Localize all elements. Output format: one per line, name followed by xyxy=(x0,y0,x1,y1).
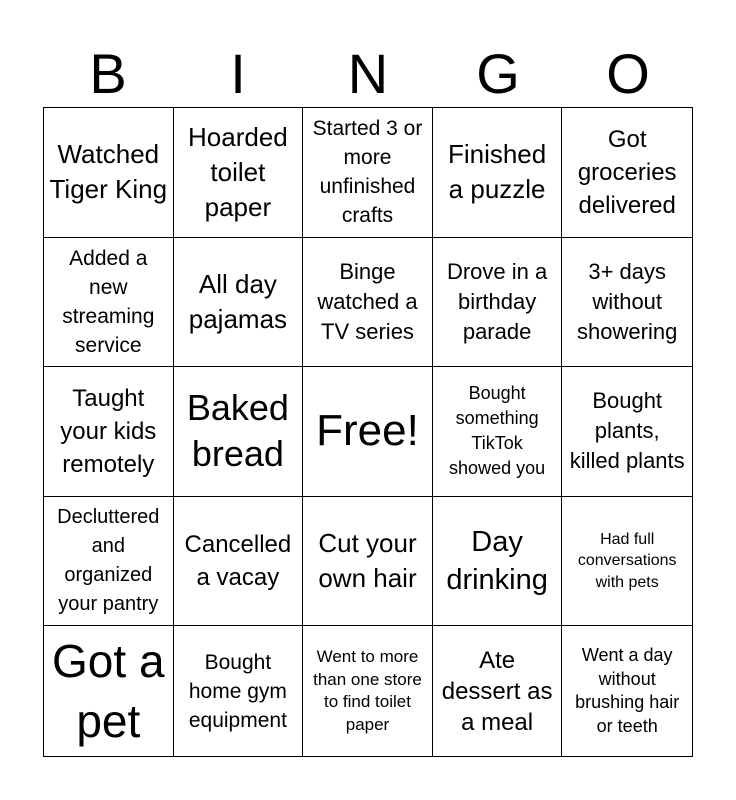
bingo-cell[interactable] xyxy=(433,626,563,756)
bingo-cell[interactable] xyxy=(562,497,692,627)
free-space-label: Free! xyxy=(316,406,419,456)
bingo-cell[interactable] xyxy=(44,497,174,627)
bingo-cell-label: Cut your own hair xyxy=(318,528,417,594)
bingo-cell[interactable] xyxy=(44,238,174,368)
bingo-cell-label: Ate dessert as a meal xyxy=(441,646,553,736)
bingo-cell[interactable] xyxy=(433,108,563,238)
bingo-cell-label: Got groceries delivered xyxy=(577,125,677,219)
bingo-cell-label: Bought plants, killed plants xyxy=(569,388,685,474)
bingo-cell[interactable] xyxy=(44,108,174,238)
bingo-cell[interactable] xyxy=(174,497,304,627)
bingo-cell-label: 3+ days without showering xyxy=(577,258,678,344)
bingo-cell[interactable] xyxy=(44,626,174,756)
header-letter-n: N xyxy=(347,42,389,105)
bingo-cell[interactable] xyxy=(303,238,433,368)
bingo-cell-label: Cancelled a vacay xyxy=(184,531,292,592)
bingo-cell-label: All day pajamas xyxy=(188,268,288,334)
bingo-cell[interactable] xyxy=(303,108,433,238)
bingo-cell-label: Added a new streaming service xyxy=(62,246,155,357)
header-letter-i: I xyxy=(230,42,246,105)
bingo-cell[interactable] xyxy=(303,626,433,756)
bingo-cell[interactable] xyxy=(174,108,304,238)
bingo-cell-label: Baked bread xyxy=(186,387,289,475)
bingo-header xyxy=(43,40,693,108)
bingo-cell[interactable] xyxy=(174,367,304,497)
bingo-cell[interactable] xyxy=(562,238,692,368)
bingo-cell-label: Went to more than one store to find toilet paper xyxy=(313,647,422,734)
bingo-cell-label: Finished a puzzle xyxy=(447,139,547,205)
bingo-cell-label: Started 3 or more unfinished crafts xyxy=(312,117,423,228)
bingo-cell-label: Taught your kids remotely xyxy=(60,384,157,478)
bingo-cell-label: Day drinking xyxy=(446,526,548,597)
bingo-cell-label: Drove in a birthday parade xyxy=(446,258,548,344)
bingo-cell-label: Watched Tiger King xyxy=(49,139,168,205)
bingo-cell-label: Hoarded toilet paper xyxy=(188,121,288,222)
bingo-cell-label: Had full conversations with pets xyxy=(577,530,677,591)
bingo-cell-label: Got a pet xyxy=(52,635,165,748)
bingo-cell[interactable] xyxy=(174,626,304,756)
bingo-cell-label: Binge watched a TV series xyxy=(317,258,418,344)
bingo-cell-label: Went a day without brushing hair or teeth xyxy=(575,645,680,736)
bingo-cell[interactable] xyxy=(433,497,563,627)
header-letter-g: G xyxy=(476,42,520,105)
bingo-cell[interactable] xyxy=(44,367,174,497)
bingo-cell[interactable] xyxy=(303,497,433,627)
bingo-cell[interactable] xyxy=(433,367,563,497)
bingo-cell[interactable] xyxy=(562,367,692,497)
header-letter-o: O xyxy=(606,42,650,105)
bingo-cell[interactable] xyxy=(174,238,304,368)
bingo-cell-label: Bought something TikTok showed you xyxy=(449,383,546,479)
bingo-cell[interactable] xyxy=(433,238,563,368)
bingo-cell[interactable] xyxy=(562,626,692,756)
bingo-cell-label: Bought home gym equipment xyxy=(188,650,287,732)
bingo-cell[interactable] xyxy=(562,108,692,238)
bingo-card-grid xyxy=(43,107,693,757)
free-space-cell[interactable] xyxy=(303,367,433,497)
bingo-cell-label: Decluttered and organized your pantry xyxy=(57,506,160,616)
header-letter-b: B xyxy=(89,42,127,105)
